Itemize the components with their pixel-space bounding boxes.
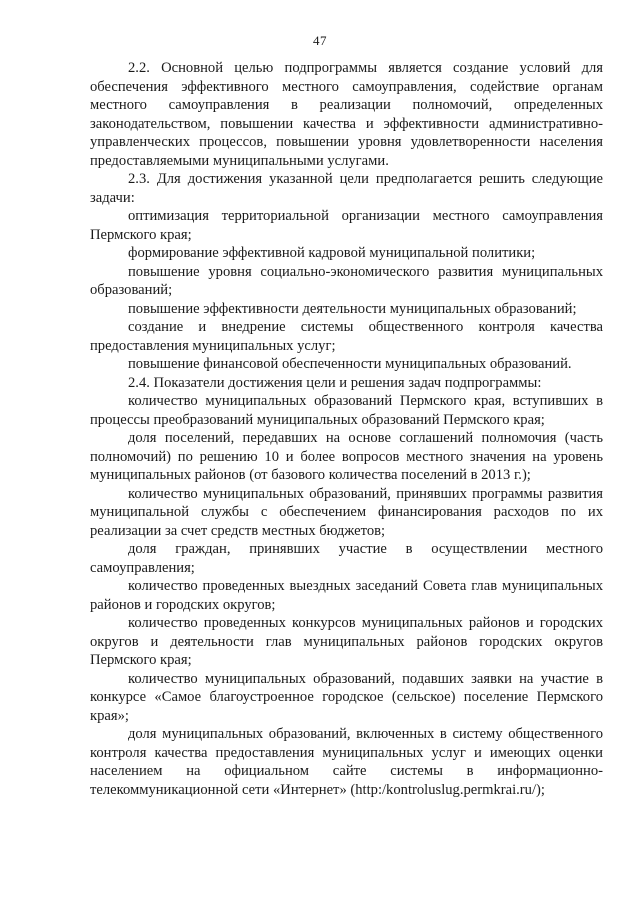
page-body <box>90 59 603 799</box>
indicator-item: количество муниципальных образований, принявших программы развития муниципальной службы с обеспечением финансирования расходов по их реализации за счет средств местных бюджетов; <box>90 485 603 539</box>
task-item: оптимизация территориальной организации местного самоуправления Пермского края; <box>90 208 603 243</box>
indicator-item: доля граждан, принявших участие в осуществлении местного самоуправления; <box>90 541 603 576</box>
indicator-item: доля муниципальных образований, включенных в систему общественного контроля качества предоставления муниципальных услуг и имеющих оценки населением на официальном сайте системы в информационно-телекоммуникационной сети «Интернет» (http:/kontroluslug.permkrai.ru/); <box>90 726 603 798</box>
task-item: повышение эффективности деятельности муниципальных образований; <box>128 300 577 317</box>
task-item: создание и внедрение системы общественного контроля качества предоставления муниципальных услуг; <box>90 319 603 354</box>
indicator-item: количество муниципальных образований, подавших заявки на участие в конкурсе «Самое благоустроенное городское (сельское) поселение Пермского края»; <box>90 670 603 724</box>
indicator-item: количество муниципальных образований Пермского края, вступивших в процессы преобразований муниципальных образований Пермского края; <box>90 393 603 428</box>
task-item: повышение финансовой обеспеченности муниципальных образований. <box>128 356 572 372</box>
paragraph-goal: 2.2. Основной целью подпрограммы является создание условий для обеспечения эффективного местного самоуправления, содействие органам местного самоуправления в реализации полномочий, определенных законодательством, повышении качества и эффективности административно-управленческих процессов, повышении уровня удовлетворенности населения предоставляемыми муниципальными услугами. <box>90 60 603 169</box>
indicator-item: доля поселений, передавших на основе соглашений полномочия (часть полномочий) по решению 10 и более вопросов местного значения на уровень муниципальных районов (от базового количества поселений в 2013 г.); <box>90 430 603 483</box>
indicator-item: количество проведенных выездных заседаний Совета глав муниципальных районов и городских округов; <box>90 578 603 613</box>
paragraph-indicators-intro: 2.4. Показатели достижения цели и решения задач подпрограммы: <box>128 374 542 391</box>
page-number: 47 <box>313 33 327 48</box>
indicator-item: количество проведенных конкурсов муниципальных районов и городских округов и деятельности глав муниципальных районов городских округов Пермского края; <box>90 615 603 668</box>
paragraph-tasks-intro: 2.3. Для достижения указанной цели предполагается решить следующие задачи: <box>90 171 603 206</box>
task-item: повышение уровня социально-экономического развития муниципальных образований; <box>90 263 603 298</box>
task-item: формирование эффективной кадровой муниципальной политики; <box>128 245 536 261</box>
